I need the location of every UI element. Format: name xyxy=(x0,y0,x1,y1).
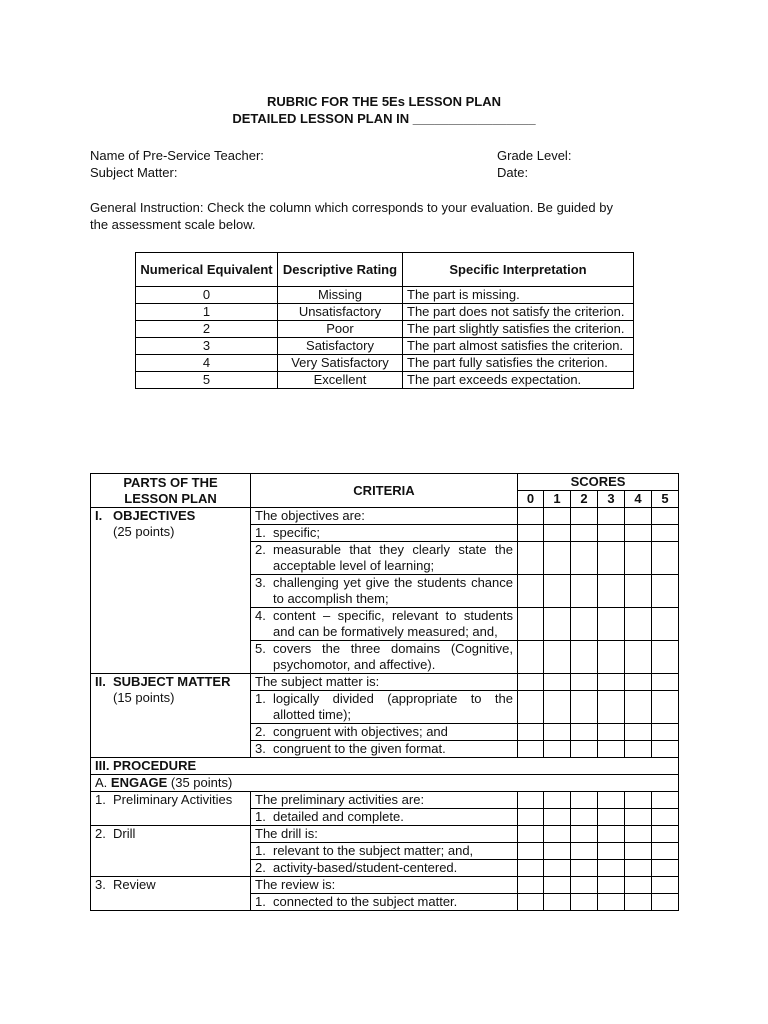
score-cell-2[interactable] xyxy=(571,792,598,809)
score-cell-5[interactable] xyxy=(652,877,679,894)
scale-row xyxy=(136,304,634,321)
score-cell-0[interactable] xyxy=(518,860,544,877)
scale-rating: Missing xyxy=(278,287,403,304)
scale-rating: Satisfactory xyxy=(278,338,403,355)
criteria-intro: The subject matter is: xyxy=(251,674,518,691)
score-cell-4[interactable] xyxy=(625,826,652,843)
part-objectives xyxy=(91,508,251,674)
criterion-text: measurable that they clearly state the acceptable level of learning; xyxy=(273,542,513,573)
score-cell-0[interactable] xyxy=(518,809,544,826)
part-preliminary xyxy=(91,792,251,826)
scale-value: 4 xyxy=(136,355,278,372)
score-cell-4[interactable] xyxy=(625,860,652,877)
score-cell-2[interactable] xyxy=(571,575,598,608)
scale-interpretation: The part fully satisfies the criterion. xyxy=(403,355,634,372)
scale-value: 2 xyxy=(136,321,278,338)
part-name: Drill xyxy=(113,826,136,841)
criterion-text: activity-based/student-centered. xyxy=(273,860,458,875)
teacher-name-label: Name of Pre-Service Teacher: xyxy=(90,148,264,163)
score-cell-1[interactable] xyxy=(544,894,571,911)
criterion xyxy=(251,542,518,575)
document-subtitle: DETAILED LESSON PLAN IN _________________ xyxy=(232,111,536,126)
scale-interpretation: The part slightly satisfies the criterion. xyxy=(403,321,634,338)
score-cell-1[interactable] xyxy=(544,542,571,575)
criterion xyxy=(251,608,518,641)
score-cell-4[interactable] xyxy=(625,894,652,911)
procedure-heading: III. PROCEDURE xyxy=(91,758,679,775)
score-cell-1[interactable] xyxy=(544,641,571,674)
score-cell-5[interactable] xyxy=(652,575,679,608)
criterion-number: 3. xyxy=(255,575,266,590)
criterion-number: 2. xyxy=(255,860,266,875)
rubric-row xyxy=(91,826,679,843)
criterion-text: covers the three domains (Cognitive, psychomotor, and affective). xyxy=(273,641,513,672)
score-cell-0[interactable] xyxy=(518,674,544,691)
score-cell-2[interactable] xyxy=(571,608,598,641)
score-cell-3[interactable] xyxy=(598,894,625,911)
score-cell-3[interactable] xyxy=(598,843,625,860)
part-drill xyxy=(91,826,251,877)
score-cell-0[interactable] xyxy=(518,508,544,525)
score-cell-3[interactable] xyxy=(598,741,625,758)
engage-name: ENGAGE xyxy=(110,775,168,790)
engage-heading xyxy=(91,775,679,792)
criterion-number: 4. xyxy=(255,608,266,623)
criterion xyxy=(251,641,518,674)
score-cell-3[interactable] xyxy=(598,877,625,894)
part-name: Preliminary Activities xyxy=(113,792,233,807)
engage-points: (35 points) xyxy=(170,775,233,790)
scale-rating: Poor xyxy=(278,321,403,338)
criterion-number: 3. xyxy=(255,741,266,756)
criterion-text: congruent to the given format. xyxy=(273,741,446,756)
part-number: 2. xyxy=(95,826,106,841)
score-cell-1[interactable] xyxy=(544,792,571,809)
scale-value: 5 xyxy=(136,372,278,389)
scale-row xyxy=(136,321,634,338)
score-cell-3[interactable] xyxy=(598,826,625,843)
score-cell-5[interactable] xyxy=(652,641,679,674)
score-label: 0 xyxy=(518,491,544,508)
score-cell-5[interactable] xyxy=(652,608,679,641)
rubric-row xyxy=(91,674,679,691)
criterion-number: 1. xyxy=(255,894,266,909)
criterion xyxy=(251,741,518,758)
score-cell-3[interactable] xyxy=(598,508,625,525)
score-label: 3 xyxy=(598,491,625,508)
score-cell-4[interactable] xyxy=(625,641,652,674)
score-cell-4[interactable] xyxy=(625,877,652,894)
score-cell-5[interactable] xyxy=(652,542,679,575)
score-cell-3[interactable] xyxy=(598,860,625,877)
criterion-text: logically divided (appropriate to the allotted time); xyxy=(273,691,513,722)
criterion-text: challenging yet give the students chance to accomplish them; xyxy=(273,575,513,606)
score-cell-4[interactable] xyxy=(625,724,652,741)
criterion-text: detailed and complete. xyxy=(273,809,404,824)
criterion xyxy=(251,525,518,542)
score-cell-0[interactable] xyxy=(518,724,544,741)
criterion-number: 1. xyxy=(255,525,266,540)
score-cell-2[interactable] xyxy=(571,508,598,525)
scale-rating: Unsatisfactory xyxy=(278,304,403,321)
criterion-number: 1. xyxy=(255,809,266,824)
score-cell-2[interactable] xyxy=(571,877,598,894)
rubric-row xyxy=(91,508,679,525)
score-cell-0[interactable] xyxy=(518,575,544,608)
criterion xyxy=(251,724,518,741)
score-cell-5[interactable] xyxy=(652,691,679,724)
score-cell-1[interactable] xyxy=(544,508,571,525)
criterion-text: content – specific, relevant to students and can be formatively measured; and, xyxy=(273,608,513,639)
score-cell-0[interactable] xyxy=(518,877,544,894)
part-review xyxy=(91,877,251,911)
scale-row xyxy=(136,338,634,355)
score-cell-4[interactable] xyxy=(625,843,652,860)
scale-interpretation: The part does not satisfy the criterion. xyxy=(403,304,634,321)
score-cell-1[interactable] xyxy=(544,809,571,826)
scale-value: 1 xyxy=(136,304,278,321)
score-cell-2[interactable] xyxy=(571,809,598,826)
criterion xyxy=(251,843,518,860)
score-cell-5[interactable] xyxy=(652,826,679,843)
criterion-number: 5. xyxy=(255,641,266,656)
score-label: 1 xyxy=(544,491,571,508)
score-cell-5[interactable] xyxy=(652,724,679,741)
date-label: Date: xyxy=(497,165,529,180)
score-cell-1[interactable] xyxy=(544,575,571,608)
part-number: 1. xyxy=(95,792,106,807)
score-cell-3[interactable] xyxy=(598,575,625,608)
score-cell-0[interactable] xyxy=(518,542,544,575)
score-cell-1[interactable] xyxy=(544,525,571,542)
score-cell-4[interactable] xyxy=(625,542,652,575)
scale-interpretation: The part almost satisfies the criterion. xyxy=(403,338,634,355)
criterion xyxy=(251,691,518,724)
score-cell-2[interactable] xyxy=(571,741,598,758)
score-cell-3[interactable] xyxy=(598,724,625,741)
score-cell-0[interactable] xyxy=(518,894,544,911)
score-cell-2[interactable] xyxy=(571,724,598,741)
part-points: (25 points) xyxy=(113,524,175,539)
score-cell-3[interactable] xyxy=(598,792,625,809)
score-cell-2[interactable] xyxy=(571,860,598,877)
scale-row xyxy=(136,287,634,304)
score-cell-2[interactable] xyxy=(571,542,598,575)
part-points: (15 points) xyxy=(113,690,175,705)
score-cell-4[interactable] xyxy=(625,525,652,542)
criterion xyxy=(251,894,518,911)
score-cell-5[interactable] xyxy=(652,894,679,911)
criterion xyxy=(251,575,518,608)
score-label: 2 xyxy=(571,491,598,508)
score-cell-0[interactable] xyxy=(518,741,544,758)
score-cell-2[interactable] xyxy=(571,674,598,691)
part-name: OBJECTIVES xyxy=(113,508,196,523)
score-cell-5[interactable] xyxy=(652,741,679,758)
score-cell-3[interactable] xyxy=(598,542,625,575)
score-cell-2[interactable] xyxy=(571,826,598,843)
rubric-row xyxy=(91,792,679,809)
score-cell-5[interactable] xyxy=(652,508,679,525)
score-cell-4[interactable] xyxy=(625,674,652,691)
score-cell-1[interactable] xyxy=(544,608,571,641)
score-cell-3[interactable] xyxy=(598,809,625,826)
criteria-intro: The objectives are: xyxy=(251,508,518,525)
score-cell-0[interactable] xyxy=(518,826,544,843)
part-subject-matter xyxy=(91,674,251,758)
score-cell-2[interactable] xyxy=(571,894,598,911)
score-cell-4[interactable] xyxy=(625,741,652,758)
score-cell-1[interactable] xyxy=(544,724,571,741)
score-cell-5[interactable] xyxy=(652,843,679,860)
criteria-intro: The preliminary activities are: xyxy=(251,792,518,809)
header-criteria: CRITERIA xyxy=(251,474,518,508)
criterion-text: specific; xyxy=(273,525,320,540)
engage-row xyxy=(91,775,679,792)
scale-value: 0 xyxy=(136,287,278,304)
score-cell-4[interactable] xyxy=(625,575,652,608)
part-number: 3. xyxy=(95,877,106,892)
score-cell-1[interactable] xyxy=(544,741,571,758)
rubric-table xyxy=(90,473,679,911)
engage-letter: A. xyxy=(95,775,108,790)
score-cell-2[interactable] xyxy=(571,691,598,724)
criterion xyxy=(251,860,518,877)
score-cell-0[interactable] xyxy=(518,641,544,674)
score-cell-5[interactable] xyxy=(652,809,679,826)
scale-value: 3 xyxy=(136,338,278,355)
grade-level-label: Grade Level: xyxy=(497,148,572,163)
score-cell-1[interactable] xyxy=(544,674,571,691)
score-cell-4[interactable] xyxy=(625,792,652,809)
procedure-row xyxy=(91,758,679,775)
subject-matter-label: Subject Matter: xyxy=(90,165,178,180)
scale-rating: Very Satisfactory xyxy=(278,355,403,372)
document-title: RUBRIC FOR THE 5Es LESSON PLAN xyxy=(266,94,502,109)
score-cell-1[interactable] xyxy=(544,877,571,894)
part-number: I. xyxy=(95,508,103,523)
score-cell-3[interactable] xyxy=(598,525,625,542)
score-cell-2[interactable] xyxy=(571,843,598,860)
score-cell-2[interactable] xyxy=(571,641,598,674)
part-name: SUBJECT MATTER xyxy=(113,674,231,689)
score-cell-1[interactable] xyxy=(544,843,571,860)
scale-interpretation: The part exceeds expectation. xyxy=(403,372,634,389)
score-cell-5[interactable] xyxy=(652,860,679,877)
score-label: 5 xyxy=(652,491,679,508)
general-instruction: General Instruction: Check the column which corresponds to your evaluation. Be guided by the assessment scale below. xyxy=(90,200,613,232)
score-cell-3[interactable] xyxy=(598,641,625,674)
score-cell-4[interactable] xyxy=(625,691,652,724)
score-cell-5[interactable] xyxy=(652,674,679,691)
scale-header-interpretation: Specific Interpretation xyxy=(403,253,634,287)
score-cell-0[interactable] xyxy=(518,525,544,542)
score-cell-4[interactable] xyxy=(625,809,652,826)
scale-row xyxy=(136,355,634,372)
score-cell-5[interactable] xyxy=(652,792,679,809)
score-cell-0[interactable] xyxy=(518,792,544,809)
criterion-text: congruent with objectives; and xyxy=(273,724,448,739)
criterion-number: 2. xyxy=(255,542,266,557)
score-cell-2[interactable] xyxy=(571,525,598,542)
part-name: Review xyxy=(113,877,156,892)
score-cell-3[interactable] xyxy=(598,674,625,691)
scale-rating: Excellent xyxy=(278,372,403,389)
score-cell-0[interactable] xyxy=(518,691,544,724)
scale-header-row xyxy=(136,253,634,287)
criterion-number: 1. xyxy=(255,691,266,706)
scale-header-numerical: Numerical Equivalent xyxy=(136,253,278,287)
rubric-header-row xyxy=(91,474,679,491)
criterion-number: 2. xyxy=(255,724,266,739)
criteria-intro: The review is: xyxy=(251,877,518,894)
score-cell-0[interactable] xyxy=(518,608,544,641)
score-cell-0[interactable] xyxy=(518,843,544,860)
score-cell-1[interactable] xyxy=(544,691,571,724)
score-cell-3[interactable] xyxy=(598,608,625,641)
scale-row xyxy=(136,372,634,389)
score-cell-4[interactable] xyxy=(625,508,652,525)
score-cell-1[interactable] xyxy=(544,860,571,877)
score-cell-1[interactable] xyxy=(544,826,571,843)
scale-header-descriptive: Descriptive Rating xyxy=(278,253,403,287)
criterion-text: connected to the subject matter. xyxy=(273,894,458,909)
assessment-scale-table xyxy=(135,252,634,389)
header-scores: SCORES xyxy=(518,474,679,491)
rubric-row xyxy=(91,877,679,894)
criterion-text: relevant to the subject matter; and, xyxy=(273,843,474,858)
part-number: II. xyxy=(95,674,106,689)
header-parts: PARTS OF THE LESSON PLAN xyxy=(91,474,251,508)
criterion-number: 1. xyxy=(255,843,266,858)
scale-interpretation: The part is missing. xyxy=(403,287,634,304)
criteria-intro: The drill is: xyxy=(251,826,518,843)
score-cell-5[interactable] xyxy=(652,525,679,542)
score-cell-3[interactable] xyxy=(598,691,625,724)
criterion xyxy=(251,809,518,826)
score-cell-4[interactable] xyxy=(625,608,652,641)
score-label: 4 xyxy=(625,491,652,508)
